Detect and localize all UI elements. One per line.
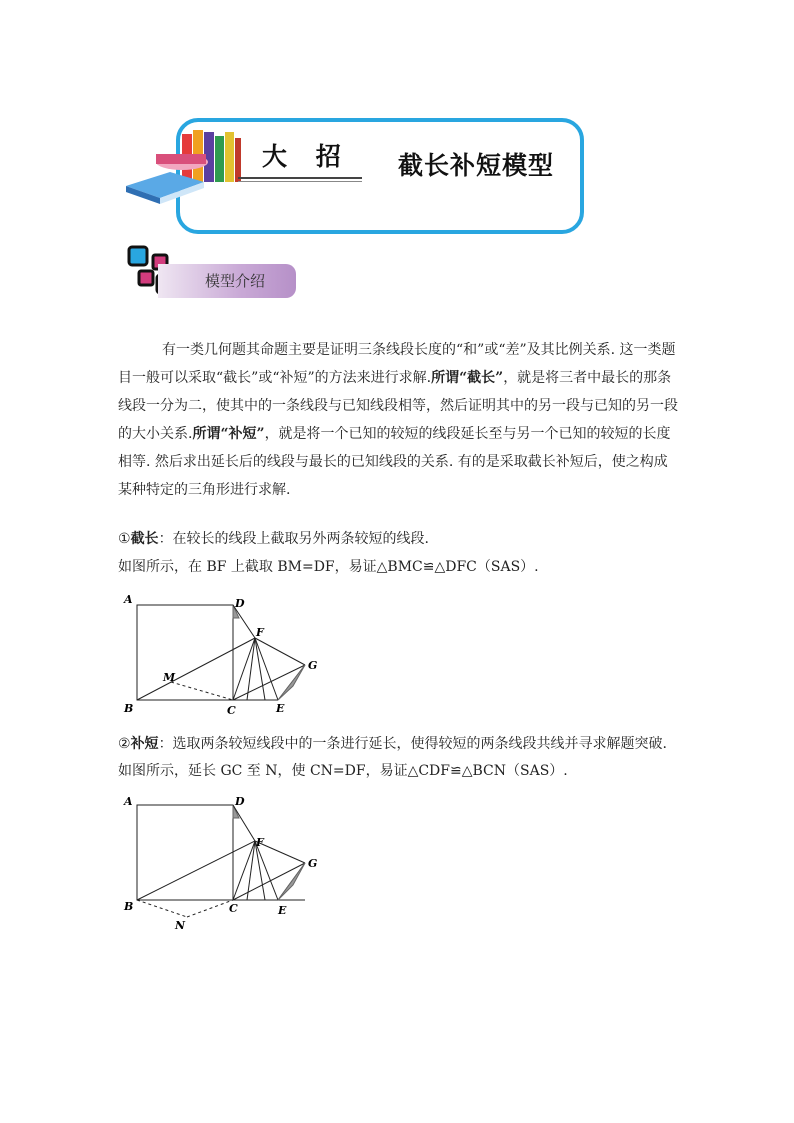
intro-line-4 xyxy=(118,420,671,448)
fig1-label-B: B xyxy=(124,702,134,715)
fig2-label-E: E xyxy=(278,904,287,917)
fig2-label-C: C xyxy=(229,902,238,915)
fig2-label-G: G xyxy=(308,857,318,870)
method1-desc: ：在较长的线段上截取另外两条较短的线段. xyxy=(158,531,430,547)
method2-desc: ：选取两条较短线段中的一条进行延长，使得较短的两条线段共线并寻求解题突破. xyxy=(158,736,668,752)
intro-line-2c: ，就是将三者中最长的那条 xyxy=(503,370,672,386)
header-label: 大 招 xyxy=(262,142,351,171)
method1-name: 截长 xyxy=(130,531,159,547)
method2-marker: ② xyxy=(118,736,131,752)
intro-line-4a: 的大小关系. xyxy=(118,426,193,442)
fig1-label-E: E xyxy=(276,702,285,715)
fig2-label-B: B xyxy=(124,900,134,913)
figure-1 xyxy=(115,590,330,720)
intro-line-2 xyxy=(118,364,671,392)
intro-line-3: 线段一分为二，使其中的一条线段与已知线段相等，然后证明其中的另一段与已知的另一段 xyxy=(118,398,678,414)
header-underline-thin xyxy=(238,181,362,182)
page-title: 截长补短模型 xyxy=(398,151,555,180)
fig1-label-G: G xyxy=(308,659,318,672)
section-label: 模型介绍 xyxy=(205,272,266,290)
fig2-label-F: F xyxy=(256,836,264,849)
method1-example: 如图所示，在 BF 上截取 BM=DF，易证△BMC≌△DFC（SAS）. xyxy=(118,559,539,575)
fig2-label-A: A xyxy=(124,795,133,808)
method1-heading xyxy=(118,528,429,548)
intro-line-6: 某种特定的三角形进行求解. xyxy=(118,482,291,498)
books-icon xyxy=(120,124,250,204)
intro-emph-jiechang: 所谓“截长” xyxy=(431,370,504,386)
method2-example: 如图所示，延长 GC 至 N，使 CN=DF，易证△CDF≌△BCN（SAS）. xyxy=(118,763,568,779)
method2-name: 补短 xyxy=(130,736,159,752)
fig1-label-F: F xyxy=(256,626,264,639)
intro-emph-buduan: 所谓“补短” xyxy=(192,426,265,442)
fig1-label-M: M xyxy=(163,671,176,684)
square-ABCD xyxy=(137,805,233,900)
intro-line-4c: ，就是将一个已知的较短的线段延长至与另一个已知的较短的长度 xyxy=(264,426,671,442)
intro-line-2a: 目一般可以采取“截长”或“补短”的方法来进行求解. xyxy=(118,370,432,386)
method1-marker: ① xyxy=(118,531,131,547)
fig1-label-A: A xyxy=(124,593,133,606)
fig1-label-C: C xyxy=(227,704,236,717)
fig1-label-D: D xyxy=(235,597,245,610)
method2-heading xyxy=(118,733,667,753)
fig2-label-D: D xyxy=(235,795,245,808)
figure-2 xyxy=(115,793,330,933)
intro-paragraph xyxy=(118,336,678,506)
fig2-label-N: N xyxy=(175,919,186,932)
header-underline xyxy=(238,177,362,179)
intro-line-5: 相等. 然后求出延长后的线段与最长的已知线段的关系. 有的是采取截长补短后，使之构成 xyxy=(118,454,668,470)
intro-line-1: 有一类几何题其命题主要是证明三条线段长度的“和”或“差”及其比例关系. 这一类题 xyxy=(162,342,676,358)
